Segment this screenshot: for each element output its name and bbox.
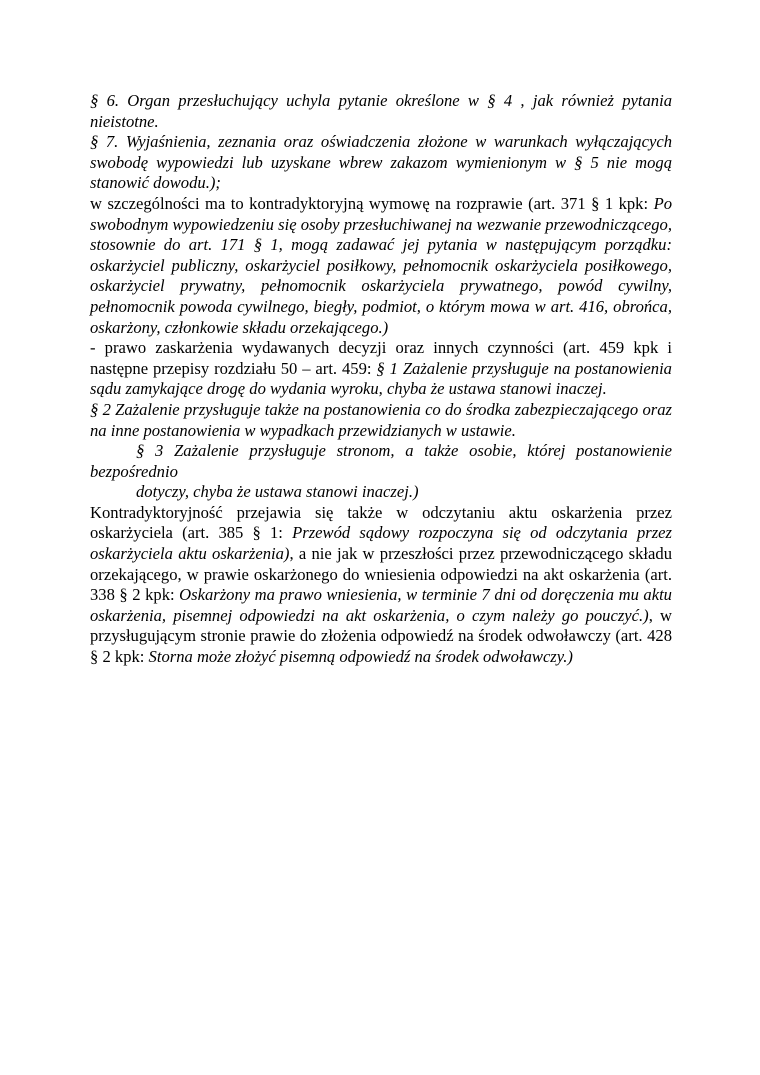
paragraph-art459-par3: § 3 Zażalenie przysługuje stronom, a także osobie, której postanowienie bezpośrednio	[90, 441, 672, 481]
paragraph-par7: § 7. Wyjaśnienia, zeznania oraz oświadczenia złożone w warunkach wyłączających swobodę wypowiedzi lub uzyskane wbrew zakazom wymienionym w § 5 nie mogą stanowić dowodu.);	[90, 132, 672, 193]
paragraph-kontradyktoryjnosc	[90, 503, 672, 668]
kontr-quote-art338: Oskarżony ma prawo wniesienia, w terminie 7 dni od doręczenia mu aktu oskarżenia, pisemnej odpowiedzi na akt oskarżenia, o czym należy go pouczyć.)	[90, 585, 672, 625]
paragraph-art459-par3-cont: dotyczy, chyba że ustawa stanowi inaczej.)	[136, 482, 419, 502]
kontr-text-1: Kontradyktoryjność przejawia się także w odczytaniu aktu oskarżenia przez oskarżyciela (art. 385 § 1:	[90, 502, 672, 543]
art459-quote: § 1 Zażalenie przysługuje na postanowienia sądu zamykające drogę do wydania wyroku, chyba że ustawa stanowi inaczej.	[90, 358, 672, 399]
paragraph-art459-par2: § 2 Zażalenie przysługuje także na postanowienia co do środka zabezpieczającego oraz na inne postanowienia w wypadkach przewidzianych w ustawie.	[90, 399, 672, 440]
art459-intro: - prawo zaskarżenia wydawanych decyzji oraz innych czynności (art. 459 kpk i następne przepisy rozdziału 50 – art. 459:	[90, 338, 672, 378]
kontr-text-2: , a nie jak w przeszłości przez przewodniczącego składu orzekającego, w prawie oskarżonego do wniesienia odpowiedzi na akt oskarżenia (art. 338 § 2 kpk:	[90, 544, 672, 605]
kontr-quote-art385: Przewód sądowy rozpoczyna się od odczytania przez oskarżyciela aktu oskarżenia)	[90, 523, 672, 564]
kontr-quote-art428: Storna może złożyć pisemną odpowiedź na środek odwoławczy.)	[148, 647, 573, 667]
art371-intro: w szczególności ma to kontradyktoryjną wymowę na rozprawie (art. 371 § 1 kpk:	[90, 193, 654, 213]
kontr-text-3: , w przysługującym stronie prawie do złożenia odpowiedź na środek odwoławczy (art. 428 § 2 kpk:	[90, 605, 672, 667]
paragraph-par6: § 6. Organ przesłuchujący uchyla pytanie określone w § 4 , jak również pytania nieistotne.	[90, 91, 672, 131]
art371-quote: Po swobodnym wypowiedzeniu się osoby przesłuchiwanej na wezwanie przewodniczącego, stosownie do art. 171 § 1, mogą zadawać jej pytania w następującym porządku: oskarżyciel publiczny, oskarżyciel posiłkowy, pełnomocnik oskarżyciela posiłkowego, oskarżyciel prywatny, pełnomocnik oskarżyciela prywatnego, powód cywilny, pełnomocnik powoda cywilnego, biegły, podmiot, o którym mowa w art. 416, obrońca, oskarżony, członkowie składu orzekającego.)	[90, 193, 672, 337]
document-page	[90, 91, 672, 668]
paragraph-art459	[90, 338, 672, 400]
paragraph-art371	[90, 194, 672, 338]
